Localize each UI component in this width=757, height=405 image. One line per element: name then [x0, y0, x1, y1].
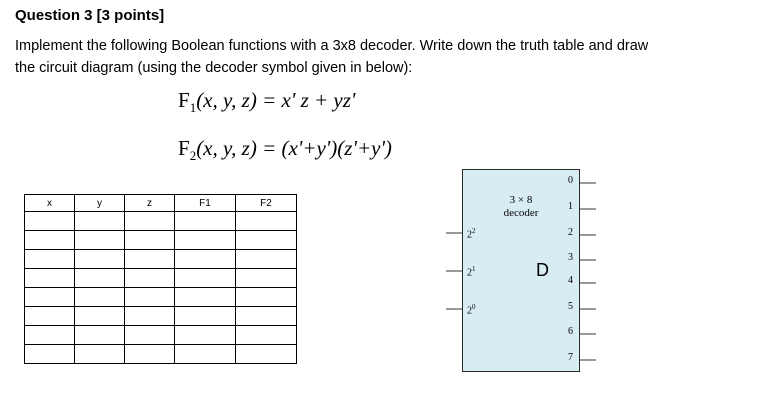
output-label-3: 3: [568, 252, 573, 263]
output-label-6: 6: [568, 326, 573, 337]
input-label-0: $2^0$: [467, 303, 476, 317]
decoder-title-size: 3 × 8: [509, 194, 533, 206]
output-label-7: 7: [568, 352, 573, 363]
decoder-title-label: decoder: [503, 207, 539, 219]
enable-label: D: [536, 260, 549, 280]
output-label-5: 5: [568, 301, 573, 312]
header-f1: F1: [175, 195, 236, 212]
output-label-1: 1: [568, 201, 573, 212]
header-f2: F2: [236, 195, 297, 212]
question-heading: Question 3 [3 points]: [15, 7, 165, 24]
decoder-block: [462, 169, 580, 372]
input-label-2: $2^2$: [467, 227, 476, 241]
equation-f2: $F_2(x$, y, z) = (x'+y')(z'+y'): [178, 136, 392, 164]
input-label-1: $2^1$: [467, 265, 476, 279]
instruction-line-2: the circuit diagram (using the decoder symbol given in below):: [15, 60, 413, 76]
header-z: z: [125, 195, 175, 212]
output-label-2: 2: [568, 227, 573, 238]
equation-f1: $F_1(x$, y, z) = x' z + yz': [178, 88, 356, 116]
instruction-line-1: Implement the following Boolean functions with a 3x8 decoder. Write down the truth table and draw: [15, 38, 649, 54]
output-label-4: 4: [568, 275, 573, 286]
header-x: x: [25, 195, 75, 212]
output-label-0: 0: [568, 175, 573, 186]
header-y: y: [75, 195, 125, 212]
